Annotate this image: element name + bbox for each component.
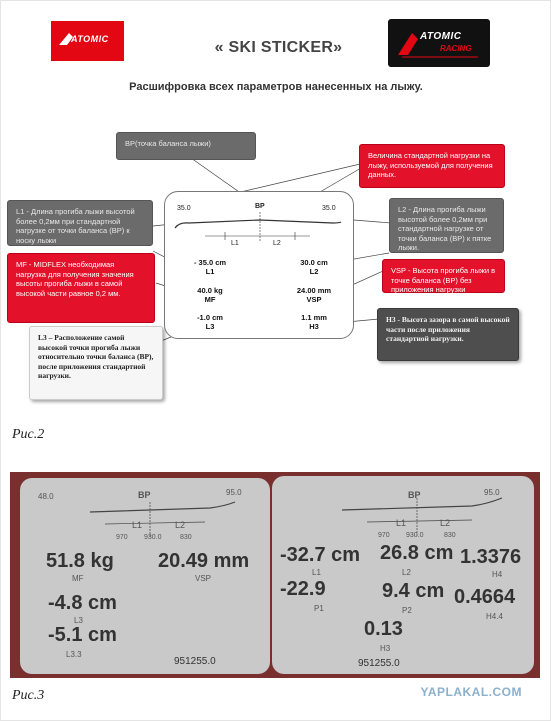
mf-label: MF xyxy=(204,295,216,304)
left-tick-2: 930.0 xyxy=(144,534,162,541)
page-title: « SKI STICKER» xyxy=(214,39,343,56)
right-ski-profile xyxy=(272,476,534,546)
atomic-logo-text: ATOMIC xyxy=(71,34,109,44)
left-l1-label: L1 xyxy=(132,520,143,530)
l1-value: - 35.0 cm xyxy=(193,258,227,267)
l1-label: L1 xyxy=(205,267,215,276)
sticker-diagram xyxy=(164,191,354,339)
diagram-l1-label: L1 xyxy=(231,240,239,247)
right-h44-label: H4.4 xyxy=(486,612,503,621)
right-l1-value-label: L1 xyxy=(312,568,321,577)
right-h4-value: 1.3376 xyxy=(460,546,522,568)
callout-standard-load: Величина стандартной нагрузки на лыжу, используемой для получения данных. xyxy=(359,144,505,188)
l2-label: L2 xyxy=(309,267,319,276)
right-h3-label: H3 xyxy=(380,644,391,653)
right-p1-label: P1 xyxy=(314,604,324,613)
diagram-value-l3 xyxy=(185,313,235,331)
ski-profile-graphic xyxy=(165,192,355,252)
right-load-right: 95.0 xyxy=(484,488,500,497)
callout-h3: H3 - Высота зазора в самой высокой части после приложения стандартной нагрузки. xyxy=(377,308,519,361)
left-vsp-value: 20.49 mm xyxy=(158,550,250,572)
right-p2-value: 9.4 cm xyxy=(382,580,445,602)
callout-mf: MF - MIDFLEX необходимая нагрузка для получения значения высоты прогиба лыжи в самой высокой части равное 0,2 мм. xyxy=(7,253,155,323)
diagram-bp-label: BP xyxy=(255,203,265,210)
h3-value: 1.1 mm xyxy=(301,313,327,322)
callout-bp: BP(точка баланса лыжи) xyxy=(116,132,256,160)
watermark: YAPLAKAL.COM xyxy=(420,685,522,699)
right-tick-3: 830 xyxy=(444,532,456,539)
diagram-right-load: 35.0 xyxy=(322,205,336,212)
diagram-value-vsp xyxy=(287,286,341,304)
diagram-value-l2 xyxy=(289,258,339,276)
sticker-photo xyxy=(10,472,540,678)
diagram-value-h3 xyxy=(289,313,339,331)
left-l3-label: L3 xyxy=(74,616,83,625)
figure-3-caption: Рис.3 xyxy=(12,688,45,703)
mf-value: 40.0 kg xyxy=(197,286,223,295)
right-l1-value: -32.7 cm xyxy=(280,544,361,566)
right-p2-label: P2 xyxy=(402,606,412,615)
l3-label: L3 xyxy=(205,322,215,331)
left-load-left: 48.0 xyxy=(38,492,54,501)
left-l33-label: L3.3 xyxy=(66,650,82,659)
right-serial: 951255.0 xyxy=(358,658,400,669)
left-mf-value: 51.8 kg xyxy=(46,550,114,572)
right-bp-label: BP xyxy=(408,490,421,500)
callout-l3: L3 – Расположение самой высокой точки прогиба лыжи относительно точки баланса (BP), после приложения стандартной нагрузки. xyxy=(29,326,163,400)
vsp-label: VSP xyxy=(306,295,322,304)
right-tick-2: 930.0 xyxy=(406,532,424,539)
right-h3-value: 0.13 xyxy=(364,618,403,640)
right-h4-label: H4 xyxy=(492,570,503,579)
left-l2-label: L2 xyxy=(175,520,186,530)
right-l2-label: L2 xyxy=(440,518,451,528)
callout-l1: L1 - Длина прогиба лыжи высотой более 0,2мм при стандартной нагрузке от точки баланса (BP) к носку лыжи xyxy=(7,200,153,246)
right-p1-value: -22.9 xyxy=(280,578,326,600)
diagram-value-mf xyxy=(185,286,235,304)
left-mf-label: MF xyxy=(72,574,84,583)
left-load-right: 95.0 xyxy=(226,488,242,497)
sticker-right xyxy=(272,476,534,674)
right-tick-1: 970 xyxy=(378,532,390,539)
left-tick-3: 830 xyxy=(180,534,192,541)
right-l1-label: L1 xyxy=(396,518,407,528)
left-serial: 951255.0 xyxy=(174,656,216,667)
callout-vsp: VSP - Высота прогиба лыжи в точке баланса (BP) без приложения нагрузки xyxy=(382,259,505,293)
l3-value: -1.0 cm xyxy=(197,313,223,322)
right-l2-value: 26.8 cm xyxy=(380,542,454,564)
right-h44-value: 0.4664 xyxy=(454,586,516,608)
figure-2-caption: Рис.2 xyxy=(12,427,45,442)
diagram-l2-label: L2 xyxy=(273,240,281,247)
callout-l2: L2 - Длина прогиба лыжи высотой более 0,2мм при стандартной нагрузке от точки баланса (BP) к пятке лыжи. xyxy=(389,198,504,253)
left-vsp-label: VSP xyxy=(195,574,212,583)
left-bp-label: BP xyxy=(138,490,151,500)
left-tick-1: 970 xyxy=(116,534,128,541)
racing-logo-text: ATOMIC xyxy=(420,31,462,42)
page-subtitle: Расшифровка всех параметров нанесенных на лыжу. xyxy=(129,81,423,93)
sticker-left xyxy=(20,478,270,674)
diagram-value-l1 xyxy=(185,258,235,276)
h3-label: H3 xyxy=(309,322,319,331)
right-l2-value-label: L2 xyxy=(402,568,411,577)
left-l3-value: -4.8 cm xyxy=(48,592,117,614)
racing-logo-subtext: RACING xyxy=(440,44,472,53)
l2-value: 30.0 cm xyxy=(300,258,328,267)
vsp-value: 24.00 mm xyxy=(296,286,332,295)
left-l33-value: -5.1 cm xyxy=(48,624,117,646)
diagram-left-load: 35.0 xyxy=(177,205,191,212)
